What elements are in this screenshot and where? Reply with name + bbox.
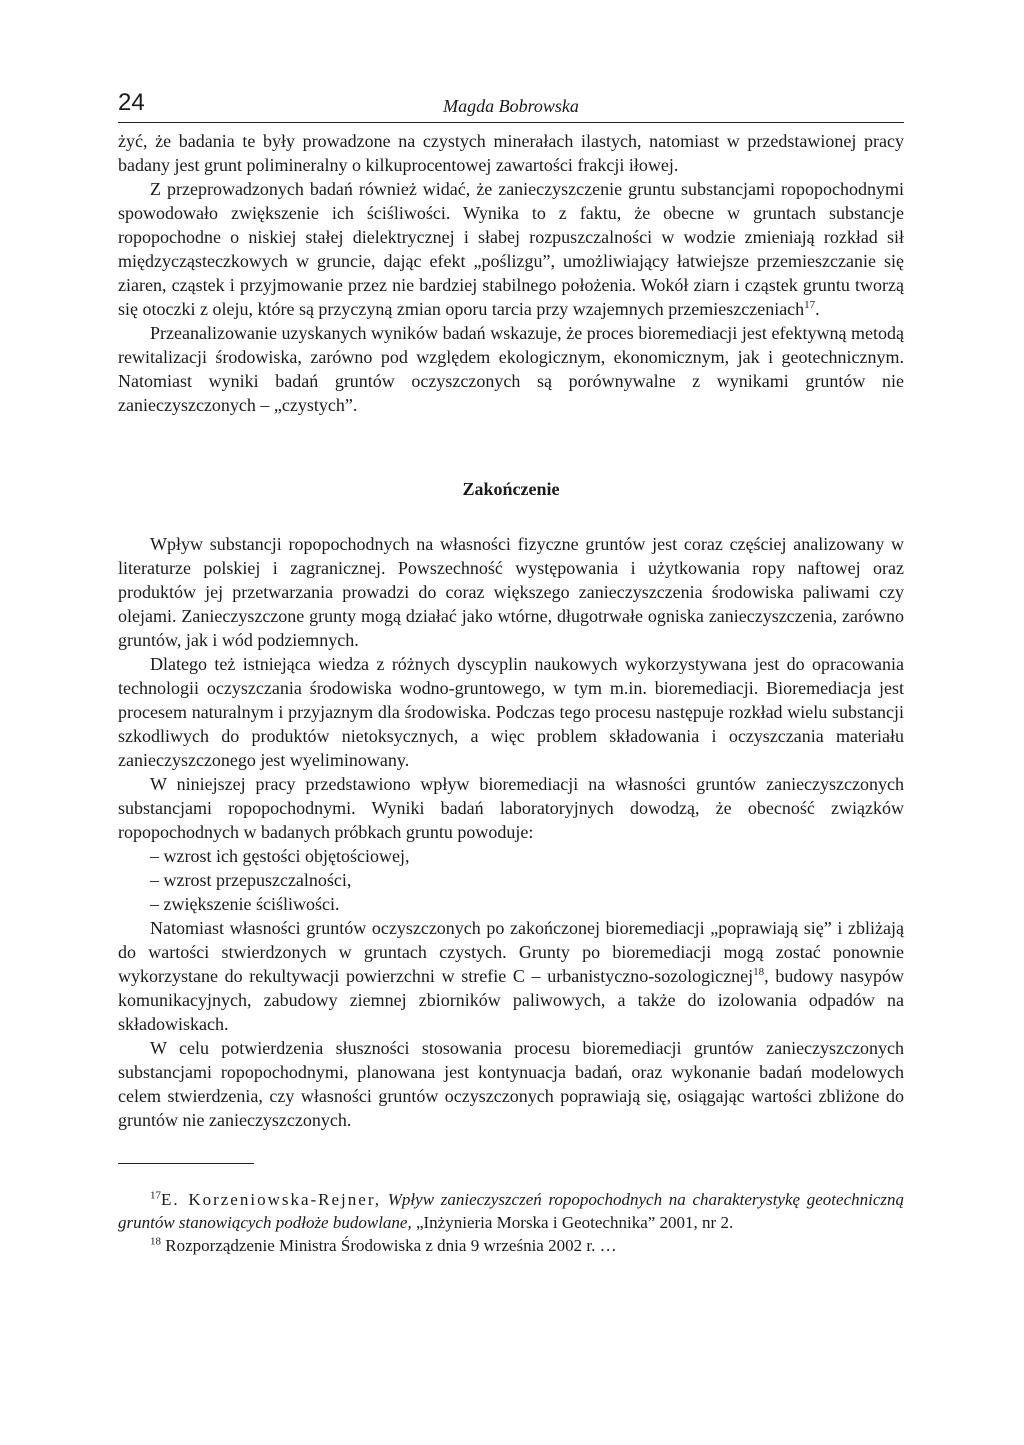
paragraph-end: . [815,299,820,319]
paragraph: Dlatego też istniejąca wiedza z różnych dyscyplin naukowych wykorzystywana jest do opracowania technologii oczyszczania środowiska wodno-gruntowego, w tym m.in. bioremediacji. Bioremediacja jest procesem naturalnym i przyjaznym dla środowiska. Podczas tego procesu następuje rozkład wielu substancji szkodliwych do produktów nietoksycznych, a więc problem składowania i oczyszczania materiału zanieczyszczonego jest wyeliminowany. [118,654,904,770]
paragraph [118,916,904,1036]
paragraph [118,177,904,321]
paragraph-text: , budowy nasypów komunikacyjnych, zabudowy ziemnej zbiorników paliwowych, a także do izolowania odpadów na składowiskach. [118,966,904,1034]
footnote-number: 17 [150,1189,161,1202]
footnote-title: Wpływ zanieczyszczeń ropopochodnych na charakterystykę geotechniczną gruntów stanowiących podłoże budowlane, [118,1190,904,1232]
page-header [118,88,904,123]
footnote-17 [118,1188,904,1234]
paragraph: Przeanalizowanie uzyskanych wyników badań wskazuje, że proces bioremediacji jest efektywną metodą rewitalizacji środowiska, zarówno pod względem ekologicznym, ekonomicznym, jak i geotechnicznym. Natomiast wyniki badań gruntów oczyszczonych są porównywalne z wynikami gruntów nie zanieczyszczonych – „czystych”. [118,323,904,415]
paragraph: W niniejszej pracy przedstawiono wpływ bioremediacji na własności gruntów zanieczyszczonych substancjami ropopochodnymi. Wyniki badań laboratoryjnych dowodzą, że obecność związków ropopochodnych w badanych próbkach gruntu powoduje: [118,774,904,842]
footnote-ref-17[interactable]: 17 [804,299,816,311]
section-title: Zakończenie [462,479,560,499]
footnote-source: „Inżynieria Morska i Geotechnika” 2001, nr 2. [415,1213,734,1232]
paragraph-text: Natomiast własności gruntów oczyszczonych po zakończonej bioremediacji „poprawiają się” i zbliżają do wartości stwierdzonych w gruntach czystych. Grunty po bioremediacji mogą zostać ponownie wykorzystane do rekultywacji powierzchni w strefie C – urbanistyczno-sozologicznej [118,918,904,986]
footnote-18 [118,1234,904,1257]
paragraph: W celu potwierdzenia słuszności stosowania procesu bioremediacji gruntów zanieczyszczonych substancjami ropopochodnymi, planowana jest kontynuacja badań, oraz wykonanie badań modelowych celem stwierdzenia, czy własności gruntów oczyszczonych poprawiają się, osiągając wartości zbliżone do gruntów nie zanieczyszczonych. [118,1038,904,1130]
footnote-author: E. Korzeniowska-Rejner, [161,1190,382,1209]
footnote-number: 18 [150,1235,161,1248]
list-item: – wzrost przepuszczalności, [150,870,352,890]
paragraph-text: Z przeprowadzonych badań również widać, że zanieczyszczenie gruntu substancjami ropopochodnymi spowodowało zwiększenie ich ściśliwości. Wynika to z faktu, że obecne w gruntach substancje ropopochodne o niskiej stałej dielektrycznej i słabej rozpuszczalności w wodzie zmieniają rozkład sił międzycząsteczkowych w gruncie, dając efekt „poślizgu”, umożliwiający łatwiejsze przemieszczanie się ziaren, cząstek i przyjmowanie przez nie bardziej stabilnego położenia. Wokół ziarn i cząstek gruntu tworzą się otoczki z oleju, które są przyczyną zmian oporu tarcia przy wzajemnych przemieszczeniach [118,179,904,319]
footnote-divider [118,1163,254,1164]
paragraph: żyć, że badania te były prowadzone na czystych minerałach ilastych, natomiast w przedstawionej pracy badany jest grunt polimineralny o kilkuprocentowej zawartości frakcji iłowej. [118,131,904,175]
paragraph: Wpływ substancji ropopochodnych na własności fizyczne gruntów jest coraz częściej analizowany w literaturze polskiej i zagranicznej. Powszechność występowania i użytkowania ropy naftowej oraz produktów jej przetwarzania prowadzi do coraz większego zanieczyszczenia środowiska paliwami czy olejami. Zanieczyszczone grunty mogą działać jako wtórne, długotrwałe ogniska zanieczyszczenia, zarówno gruntów, jak i wód podziemnych. [118,534,904,650]
footnote-text: Rozporządzenie Ministra Środowiska z dnia 9 września 2002 r. … [165,1236,617,1255]
page [118,88,904,1257]
list-item: – zwiększenie ściśliwości. [150,894,340,914]
page-number: 24 [118,89,145,116]
list-item: – wzrost ich gęstości objętościowej, [150,846,410,866]
running-head: Magda Bobrowska [443,96,579,116]
footnote-ref-18[interactable]: 18 [753,966,765,978]
